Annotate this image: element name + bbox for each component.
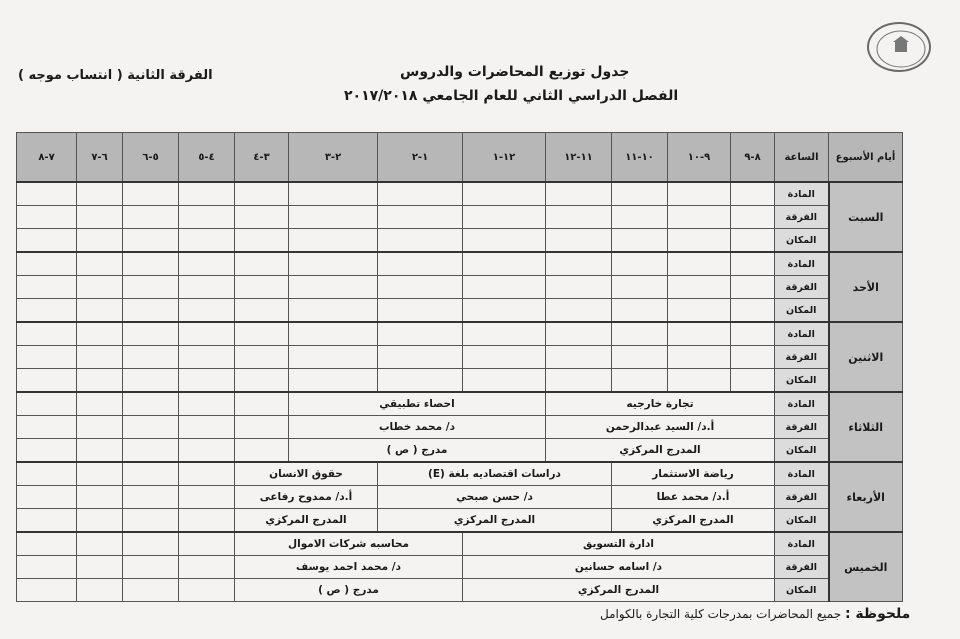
row-label-grade: الفرقة bbox=[775, 416, 829, 439]
lecture-professor: أ.د/ ممدوح رفاعى bbox=[235, 486, 378, 509]
slot-header: ١٢-١ bbox=[463, 133, 546, 183]
note-label: ملحوظة : bbox=[844, 606, 911, 622]
day-name: الاثنين bbox=[829, 322, 903, 392]
footer-note bbox=[600, 606, 910, 622]
row-label-place: المكان bbox=[775, 369, 829, 393]
day-wednesday bbox=[17, 462, 903, 532]
row-label-grade: الفرقة bbox=[775, 556, 829, 579]
lecture-professor: د/ محمد احمد يوسف bbox=[235, 556, 463, 579]
lecture-place: المدرج المركزي bbox=[235, 509, 378, 533]
faculty-emblem-icon bbox=[869, 24, 933, 74]
page-title: جدول توزيع المحاضرات والدروس bbox=[400, 64, 630, 80]
slot-header: ٧-٨ bbox=[17, 133, 77, 183]
lecture-professor: د/ حسن صبحي bbox=[378, 486, 612, 509]
row-label-place: المكان bbox=[775, 299, 829, 323]
day-monday bbox=[17, 322, 903, 392]
lecture-place: مدرج ( ص ) bbox=[289, 439, 546, 463]
lecture-subject: احصاء تطبيقي bbox=[289, 392, 546, 416]
lecture-place: المدرج المركزي bbox=[463, 579, 775, 602]
lecture-place: المدرج المركزي bbox=[546, 439, 775, 463]
lecture-subject: حقوق الانسان bbox=[235, 462, 378, 486]
lecture-place: مدرج ( ص ) bbox=[235, 579, 463, 602]
row-label-place: المكان bbox=[775, 229, 829, 253]
row-label-subject: المادة bbox=[775, 532, 829, 556]
lecture-place: المدرج المركزي bbox=[378, 509, 612, 533]
note-text: جميع المحاضرات بمدرجات كلية التجارة بالكوامل bbox=[600, 607, 842, 621]
page-subtitle: الفصل الدراسي الثاني للعام الجامعي ٢٠١٧/٢٠١٨ bbox=[344, 88, 679, 104]
lecture-place: المدرج المركزي bbox=[612, 509, 775, 533]
day-name: الثلاثاء bbox=[829, 392, 903, 462]
slot-header: ٢-٣ bbox=[289, 133, 378, 183]
slot-header: ٤-٥ bbox=[179, 133, 235, 183]
grade-label: الفرقة الثانية ( انتساب موجه ) bbox=[18, 68, 213, 83]
row-label-grade: الفرقة bbox=[775, 206, 829, 229]
corner-days: أيام الأسبوع bbox=[829, 133, 903, 183]
row-label-grade: الفرقة bbox=[775, 486, 829, 509]
day-thursday bbox=[17, 532, 903, 602]
lecture-subject: رياضة الاستثمار bbox=[612, 462, 775, 486]
slot-header: ١-٢ bbox=[378, 133, 463, 183]
day-name: الخميس bbox=[829, 532, 903, 602]
lecture-subject: ادارة التسويق bbox=[463, 532, 775, 556]
slot-header: ٣-٤ bbox=[235, 133, 289, 183]
day-name: السبت bbox=[829, 182, 903, 252]
slot-header: ١٠-١١ bbox=[612, 133, 668, 183]
row-label-subject: المادة bbox=[775, 322, 829, 346]
corner-hour: الساعة bbox=[775, 133, 829, 183]
header-row bbox=[17, 133, 903, 183]
day-name: الأربعاء bbox=[829, 462, 903, 532]
slot-header: ٦-٧ bbox=[77, 133, 123, 183]
lecture-professor: أ.د/ محمد عطا bbox=[612, 486, 775, 509]
lecture-professor: د/ اسامه حسانين bbox=[463, 556, 775, 579]
day-tuesday bbox=[17, 392, 903, 462]
row-label-place: المكان bbox=[775, 439, 829, 463]
faculty-logo bbox=[867, 22, 931, 72]
row-label-place: المكان bbox=[775, 579, 829, 602]
slot-header: ١١-١٢ bbox=[546, 133, 612, 183]
day-sunday bbox=[17, 252, 903, 322]
row-label-grade: الفرقة bbox=[775, 346, 829, 369]
lecture-subject: محاسبه شركات الاموال bbox=[235, 532, 463, 556]
row-label-place: المكان bbox=[775, 509, 829, 533]
schedule-table bbox=[16, 132, 903, 602]
day-saturday bbox=[17, 182, 903, 252]
slot-header: ٨-٩ bbox=[731, 133, 775, 183]
lecture-professor: أ.د/ السيد عبدالرحمن bbox=[546, 416, 775, 439]
slot-header: ٩-١٠ bbox=[668, 133, 731, 183]
row-label-grade: الفرقة bbox=[775, 276, 829, 299]
row-label-subject: المادة bbox=[775, 182, 829, 206]
lecture-subject: دراسات اقتصاديه بلغة (E) bbox=[378, 462, 612, 486]
day-name: الأحد bbox=[829, 252, 903, 322]
row-label-subject: المادة bbox=[775, 392, 829, 416]
lecture-subject: تجارة خارجيه bbox=[546, 392, 775, 416]
slot-header: ٥-٦ bbox=[123, 133, 179, 183]
lecture-professor: د/ محمد خطاب bbox=[289, 416, 546, 439]
row-label-subject: المادة bbox=[775, 462, 829, 486]
row-label-subject: المادة bbox=[775, 252, 829, 276]
